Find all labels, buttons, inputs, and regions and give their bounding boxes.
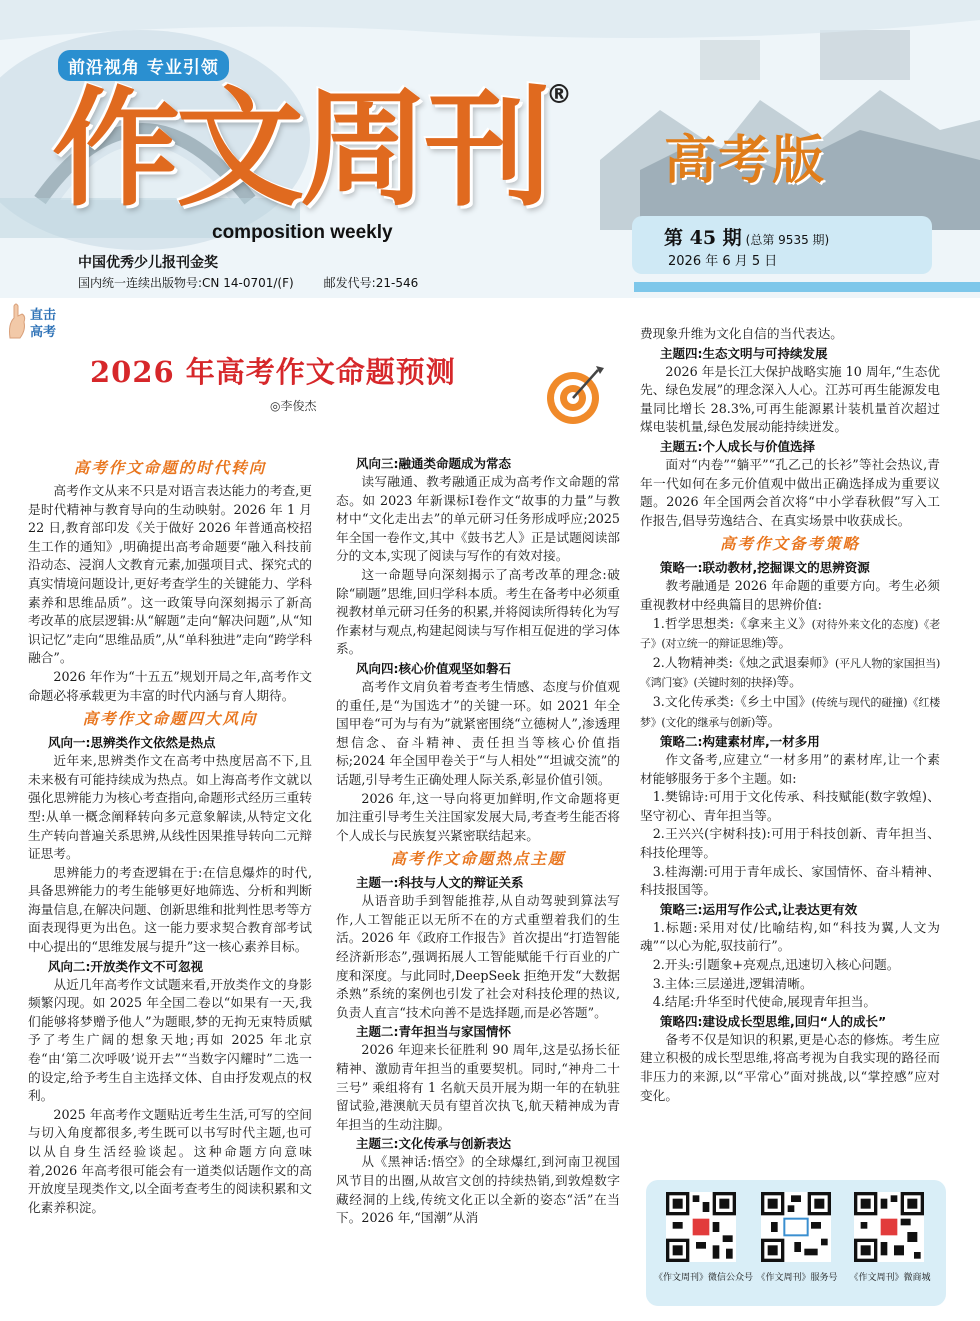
paragraph: 这一命题导向深刻揭示了高考改革的理念:破除“刷题”思维,回归学科本质。考生在备考中必须重视教材单元研习任务的积累,并将阅读所得转化为写作素材与观点,构建起阅读与写作相互促进的学习体系。	[336, 566, 620, 657]
list-item-note: (对待外来文化的态度)《老子》(对立统一的辩证思维)	[640, 617, 940, 651]
subheading: 策略一:联动教材,挖掘课文的思辨资源	[660, 560, 870, 576]
list-item-end: 等。	[754, 713, 781, 729]
section-heading: 高考作文命题的时代转向	[73, 459, 267, 477]
list-item-text: 3.文化传承类:《乡土中国》	[652, 693, 812, 709]
paragraph: 2026 年迎来长征胜利 90 周年,这是弘扬长征精神、激励青年担当的重要契机。同时,“神舟二十三号” 乘组将有 1 名航天员开展为期一年的在轨驻留试验,港澳航天员有望首次执飞,航天精神成为青年担当的生动注脚。	[336, 1042, 620, 1132]
paragraph: 高考作文从来不只是对语言表达能力的考查,更是时代精神与教育导向的生动映射。2026 年 1 月 22 日,教育部印发《关于做好 2026 年普通高校招生工作的通知》,明确提出高考命题要“融入科技前沿动态、浸润人文教育元素,加强项目式、探究式的真实情境问题设计,更好考查学生的关键能力、学科素养和思维品质”。这一政策导向深刻揭示了新高考改革的底层逻辑:从“解题”走向“解决问题”,从“知识记忆”走向“思维品质”,从“单科独进”走向“跨学科融合”。	[28, 483, 313, 666]
issue-total: (总第 9535 期)	[745, 233, 830, 247]
list-item-text: 1.哲学思想类:《拿来主义》	[652, 615, 812, 631]
qr-code-service-account[interactable]	[761, 1192, 831, 1262]
subheading: 风向二:开放类作文不可忽视	[48, 958, 203, 974]
subheading: 主题五:个人成长与价值选择	[660, 438, 815, 454]
list-item-end: 等。	[765, 635, 792, 651]
paragraph: 2026 年,这一导向将更加鲜明,作文命题将更加注重引导考生关注国家发展大局,考查考生能否将个人成长与民族复兴紧密联结起来。	[336, 790, 620, 843]
paragraph: 读写融通、教考融通正成为高考作文命题的常态。如 2023 年新课标Ⅰ卷作文“故事的力量”与教材中“文化走出去”的单元研习任务形成呼应;2025 年全国一卷作文,其中《鼓书艺人》正是试题阅读部分的文本,实现了阅读与写作的有效对接。	[336, 474, 620, 564]
paragraph: 面对“内卷”“躺平”“孔乙己的长衫”等社会热议,青年一代如何在多元价值观中做出正确选择成为重要议题。2026 年全国两会首次将“中小学春秋假”写入工作报告,倡导劳逸结合、在真实场景中收获成长。	[640, 456, 940, 528]
qr-code-official-account[interactable]	[666, 1192, 736, 1262]
paragraph: 教考融通是 2026 年命题的重要方向。考生必须重视教材中经典篇目的思辨价值:	[640, 578, 940, 612]
paragraph: 从近几年高考作文试题来看,开放类作文的身影频繁闪现。如 2025 年全国二卷以“如果有一天,我们能够将梦赠予他人”为题眼,梦的无拘无束特质赋予了考生广阔的想象天地;再如 2025 年北京卷“由‘第二次呼吸’说开去”“当数字闪耀时”二选一的设定,给予考生自主选择文体、自由抒发观点的权利。	[28, 976, 312, 1104]
subheading: 风向三:融通类命题成为常态	[356, 456, 511, 471]
list-item: 2.开头:引题象+亮观点,迅速切入核心问题。	[652, 957, 900, 973]
list-item: 3.主体:三层递进,逻辑清晰。	[652, 975, 813, 991]
list-item-note: (平凡人物的家国担当)《鸿门宴》(关键时刻的抉择)	[640, 656, 940, 690]
cn-number: 国内统一连续出版物号:CN 14-0701/(F)	[78, 276, 294, 290]
registration-line	[78, 274, 448, 291]
list-item: 1.樊锦诗:可用于文化传承、科技赋能(数字敦煌)、坚守初心、青年担当等。	[640, 789, 940, 823]
subheading: 策略四:建设成长型思维,回归“人的成长”	[660, 1013, 887, 1029]
qr-code-panel	[646, 1180, 946, 1306]
masthead	[0, 0, 980, 298]
subheading: 策略二:构建素材库,一材多用	[660, 734, 820, 750]
subheading: 风向一:思辨类作文依然是热点	[48, 735, 216, 751]
subheading: 主题四:生态文明与可持续发展	[660, 345, 828, 361]
subheading: 主题二:青年担当与家国情怀	[356, 1024, 511, 1040]
article-author: ◎李俊杰	[270, 399, 317, 413]
registered-mark: ®	[546, 80, 572, 110]
section-heading: 高考作文备考策略	[719, 535, 860, 554]
paragraph: 作文备考,应建立“一材多用”的素材库,让一个素材能够服务于多个主题。如:	[640, 752, 940, 786]
paragraph: 2026 年是长江大保护战略实施 10 周年,“生态优先、绿色发展”的理念深入人心。江苏可再生能源发电量同比增长 28.3%,可再生能源累计装机量首次超过煤电装机量,绿色发展动能持续迸发。	[640, 363, 940, 435]
column-3	[640, 325, 940, 1105]
qr-caption-3: 《作文周刊》微商城	[849, 1273, 931, 1283]
list-item-text: 2.人物精神类:《烛之武退秦师》	[652, 654, 836, 670]
subheading: 风向四:核心价值观坚如磐石	[356, 660, 511, 676]
award-line: 中国优秀少儿报刊金奖	[78, 255, 218, 271]
paragraph: 2026 年作为“十五五”规划开局之年,高考作文命题必将承载更为丰富的时代内涵与育人期待。	[28, 668, 312, 703]
issue-number-text: 第 45 期	[664, 227, 742, 249]
qr-caption-2: 《作文周刊》服务号	[756, 1273, 838, 1283]
target-icon	[540, 362, 606, 428]
publication-title: 作文周刊	[52, 74, 549, 224]
list-item: 3.桂海潮:可用于青年成长、家国情怀、奋斗精神、科技报国等。	[640, 863, 940, 898]
column-badge	[6, 300, 68, 340]
subheading: 主题一:科技与人文的辩证关系	[356, 875, 524, 891]
column-1	[28, 454, 312, 1217]
edition-label: 高考版	[664, 131, 827, 191]
paragraph: 从《黑神话:悟空》的全球爆红,到河南卫视国风节目的出圈,从故宫文创的持续热销,到敦煌数字藏经洞的上线,传统文化正以全新的姿态“活”在当下。2026 年,“国潮”从消	[336, 1154, 620, 1226]
subheading: 策略三:运用写作公式,让表达更有效	[660, 901, 858, 917]
list-item: 4.结尾:升华至时代使命,展现青年担当。	[652, 994, 877, 1010]
paragraph: 近年来,思辨类作文在高考中热度居高不下,且未来极有可能持续成为热点。如上海高考作文就以强化思辨能力为核心考查指向,命题形式经历三重转型:从单一概念阐释转向多元意象解读,从特定文化生产转向普遍关系思辨,从线性因果推导转向二元辩证思考。	[28, 753, 312, 862]
qr-code-micro-store[interactable]	[854, 1192, 924, 1262]
issue-number	[664, 223, 829, 250]
article-title: 2026 年高考作文命题预测	[90, 355, 456, 389]
list-item: 2.王兴兴(宇树科技):可用于科技创新、青年担当、科技伦理等。	[640, 826, 940, 861]
issue-date: 2026 年 6 月 5 日	[668, 254, 778, 269]
subheading: 主题三:文化传承与创新表达	[356, 1136, 511, 1152]
paragraph: 备考不仅是知识的积累,更是心态的修炼。考生应建立积极的成长型思维,将高考视为自我实现的路径而非压力的来源,以“平常心”面对挑战,以“掌控感”应对变化。	[640, 1031, 940, 1103]
column-2	[336, 454, 620, 1228]
list-item-end: 等。	[776, 674, 802, 690]
postal-code: 邮发代号:21-546	[323, 276, 419, 290]
section-heading: 高考作文命题四大风向	[82, 710, 258, 729]
paragraph: 高考作文肩负着考查考生情感、态度与价值观的重任,是“为国选才”的关键一环。如 2021 年全国甲卷“可为与有为”就紧密围绕“立德树人”,渗透理想信念、奋斗精神、责任担当等核心价值指标;2024 年全国甲卷关于“与人相处”“坦诚交流”的话题,引导考生正确处理人际关系,彰显价值引领。	[336, 678, 620, 787]
masthead-divider	[634, 282, 980, 292]
publication-title-english: composition weekly	[212, 222, 393, 243]
list-item	[640, 654, 940, 693]
paragraph: 费现象升维为文化自信的当代表达。	[640, 326, 843, 341]
paragraph: 从语音助手到智能推荐,从自动驾驶到算法写作,人工智能正以无所不在的方式重塑着我们的生活。2026 年《政府工作报告》首次提出“打造智能经济新形态”,强调拓展人工智能赋能千行百业的广度和深度。与此同时,DeepSeek 拒绝开发“大数据杀熟”系统的案例也引发了社会对科技伦理的热议,负责人直言“技术向善不是选择题,而是必答题”。	[336, 893, 620, 1020]
badge-line-1: 直击	[30, 308, 57, 323]
tagline: 前沿视角 专业引领	[58, 50, 229, 81]
section-heading: 高考作文命题热点主题	[390, 850, 566, 869]
qr-caption-1: 《作文周刊》微信公众号	[654, 1273, 754, 1283]
badge-line-2: 高考	[30, 325, 57, 340]
pointing-hand-icon	[6, 300, 28, 340]
list-item-note: (传统与现代的碰撞)《红楼梦》(文化的继承与创新)	[640, 695, 940, 729]
paragraph: 2025 年高考作文题贴近考生生活,可写的空间与切入角度都很多,考生既可以书写时代主题,也可以从自身生活经验谈起。这种命题方向意味着,2026 年高考很可能会有一道类似话题作文的高开放度呈现类作文,以全面考查考生的阅读积累和文化素养积淀。	[28, 1106, 312, 1215]
paragraph: 思辨能力的考查逻辑在于:在信息爆炸的时代,具备思辨能力的考生能够更好地筛选、分析和判断海量信息,在解决问题、创新思维和批判性思考等方面表现得更为出色。这一能力要求契合教育部考试中心提出的“思维发展与提升”这一核心素养目标。	[28, 864, 312, 955]
list-item: 1.标题:采用对仗/比喻结构,如“科技为翼,人文为魂”“以心为舵,驭技前行”。	[640, 919, 940, 954]
list-item	[640, 693, 940, 732]
list-item	[640, 615, 940, 654]
